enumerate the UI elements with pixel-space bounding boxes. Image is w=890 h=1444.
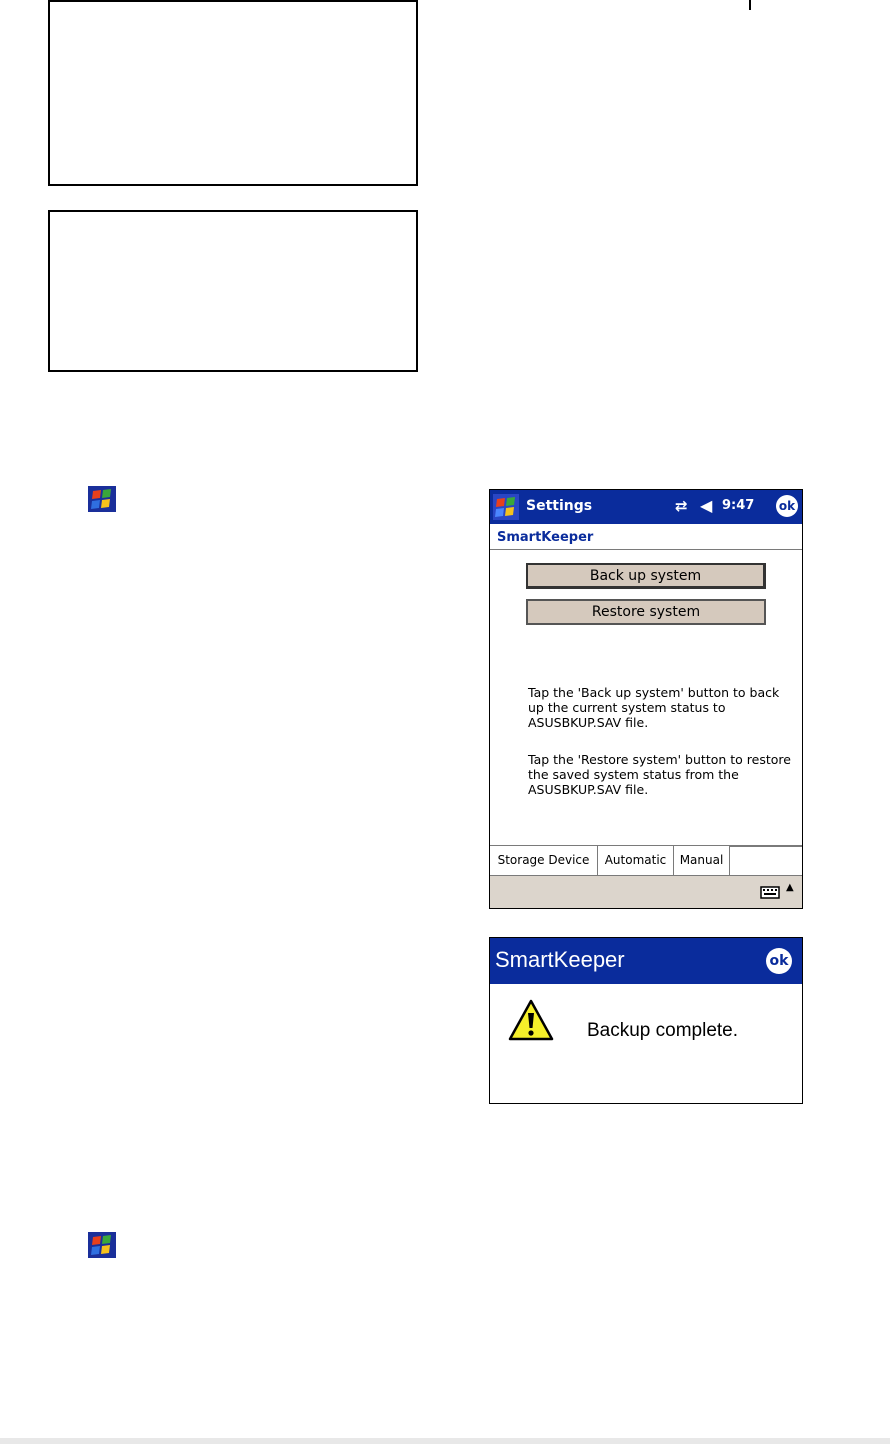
connection-arrows-icon[interactable]: ⇄: [675, 497, 688, 515]
start-menu-icon[interactable]: [493, 494, 519, 520]
command-bar: [490, 875, 802, 909]
backup-description: Tap the 'Back up system' button to back up the current system status to ASUSBKUP.SAV file.: [528, 685, 780, 730]
smartkeeper-settings-screen: [489, 489, 803, 909]
note-box-2: [48, 210, 418, 372]
warning-icon: [508, 998, 554, 1042]
windows-start-icon: [88, 486, 116, 512]
dialog-ok-button[interactable]: ok: [766, 948, 792, 974]
backup-complete-dialog: [489, 937, 803, 1104]
note-box-1: [48, 0, 418, 186]
margin-rule: [749, 0, 751, 10]
input-panel-arrow-icon[interactable]: ▲: [786, 882, 794, 893]
dialog-message: Backup complete.: [587, 1020, 739, 1041]
divider: [490, 549, 802, 550]
app-heading: SmartKeeper: [497, 530, 594, 545]
tab-storage-device[interactable]: Storage Device: [490, 846, 598, 875]
tab-strip-fill: [730, 846, 802, 876]
tab-automatic[interactable]: Automatic: [598, 846, 674, 875]
page-bottom-band: [0, 1438, 890, 1444]
restore-description: Tap the 'Restore system' button to restore the saved system status from the ASUSBKUP.SAV file.: [528, 752, 791, 797]
speaker-muted-icon[interactable]: ◀: [700, 496, 713, 515]
dialog-title: SmartKeeper: [495, 947, 625, 972]
keyboard-icon[interactable]: [760, 884, 780, 900]
clock-time[interactable]: 9:47: [722, 498, 755, 513]
ok-button[interactable]: ok: [776, 495, 798, 517]
restore-system-button[interactable]: Restore system: [526, 599, 766, 625]
windows-start-icon: [88, 1232, 116, 1258]
back-up-system-button[interactable]: Back up system: [526, 563, 766, 589]
title-bar: [490, 490, 802, 524]
tab-manual[interactable]: Manual: [674, 846, 730, 875]
tab-strip: [490, 845, 802, 876]
window-title: Settings: [526, 498, 593, 514]
dialog-title-bar: [490, 938, 802, 984]
